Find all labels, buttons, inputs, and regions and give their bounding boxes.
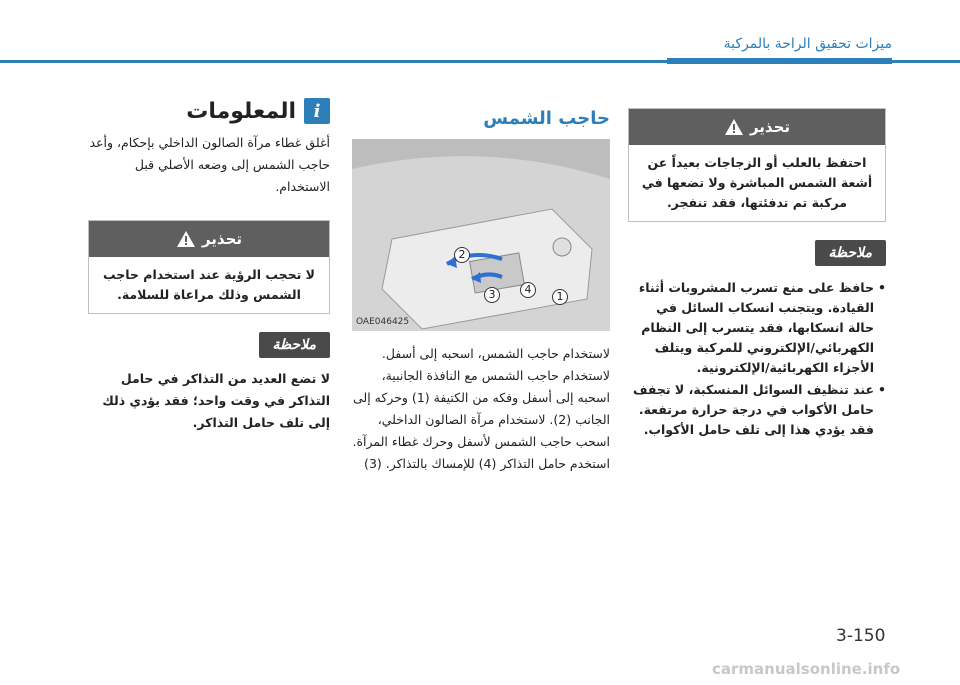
- figure-label-2: 2: [454, 247, 470, 263]
- warning-triangle-icon: [176, 230, 196, 248]
- figure-label-3: 3: [484, 287, 500, 303]
- notice-bullet-list: [628, 278, 886, 440]
- notice-label: ملاحظة: [815, 240, 887, 266]
- warning-triangle-icon: [724, 118, 744, 136]
- middle-column: [352, 108, 610, 475]
- figure-label-4: 4: [520, 282, 536, 298]
- section-title: حاجب الشمس: [483, 108, 610, 129]
- info-title-text: المعلومات: [186, 98, 296, 124]
- right-column: [628, 108, 886, 442]
- warning-text: احتفظ بالعلب أو الزجاجات بعيداً عن أشعة الشمس المباشرة ولا تضعها في مركبة تم تدفئتها، فقد تنفجر.: [641, 155, 873, 210]
- warning-box: [628, 108, 886, 222]
- info-text: أغلق غطاء مرآة الصالون الداخلي بإحكام، وأعد حاجب الشمس إلى وضعه الأصلي قبل الاستخدام.: [89, 135, 330, 194]
- warning-box: [88, 220, 330, 314]
- watermark: carmanualsonline.info: [712, 660, 901, 678]
- figure-label-1: 1: [552, 289, 568, 305]
- list-item: • عند تنظيف السوائل المنسكبة، لا تجفف حامل الأكواب في درجة حرارة مرتفعة. فقد يؤدي هذا إلى تلف حامل الأكواب.: [628, 380, 886, 440]
- warning-text: لا تحجب الرؤية عند استخدام حاجب الشمس وذلك مراعاة للسلامة.: [103, 267, 315, 302]
- warning-header: [629, 109, 885, 145]
- notice-text: لا تضع العديد من التذاكر في حامل التذاكر في وقت واحد؛ فقد يؤدي ذلك إلى تلف حامل التذاكر.: [102, 371, 330, 430]
- notice-label: ملاحظة: [259, 332, 331, 358]
- header-title: ميزات تحقيق الراحة بالمركبة: [723, 36, 892, 52]
- info-title: [88, 98, 330, 124]
- sun-visor-body: لاستخدام حاجب الشمس، اسحبه إلى أسفل. لاستخدام حاجب الشمس مع النافذة الجانبية، اسحبه إلى أسفل وفكه من الكتيفة (1) وحركه إلى الجانب (2). لاستخدام مرآة الصالون الداخلي، اسحب حاجب الشمس لأسفل وحرك غطاء المرآة. استخدم حامل التذاكر (4) للإمساك بالتذاكر. (3): [352, 346, 610, 471]
- page-number: 3-150: [836, 626, 886, 646]
- left-column: [88, 98, 330, 434]
- sun-visor-illustration: [352, 139, 610, 331]
- list-item: • حافظ على منع تسرب المشروبات أثناء القيادة. ويتجنب انسكاب السائل في حالة انسكابها، فقد يتسرب إلى النظام الكهربائي/الإلكتروني للمركبة ويتلف الأجزاء الكهربائية/الإلكترونية.: [628, 278, 886, 378]
- warning-label: تحذير: [749, 118, 791, 136]
- figure-caption: OAE046425: [356, 317, 410, 327]
- header-rule-accent: [667, 58, 892, 64]
- warning-header: [89, 221, 329, 257]
- warning-label: تحذير: [201, 230, 243, 248]
- info-icon: i: [304, 98, 330, 124]
- sun-visor-figure: [352, 139, 610, 331]
